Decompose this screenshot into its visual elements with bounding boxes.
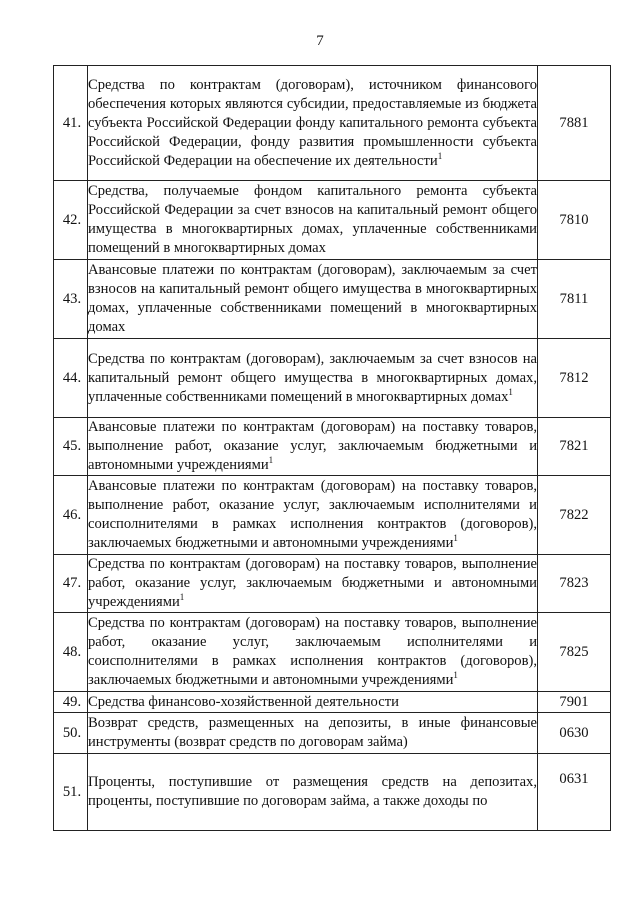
row-number: 46. [54,476,88,555]
row-description: Средства финансово-хозяйственной деятельности [88,692,538,713]
row-number: 50. [54,713,88,754]
footnote-mark: 1 [453,670,458,681]
row-code: 7881 [538,66,611,181]
row-code: 0631 [538,754,611,831]
table-row [54,181,611,260]
row-description: Возврат средств, размещенных на депозиты, в иные финансовые инструменты (возврат средств по договорам займа) [88,713,538,754]
row-description: Средства по контрактам (договорам), заключаемым за счет взносов на капитальный ремонт общего имущества в многоквартирных домах, уплаченные собственниками помещений в многоквартирных домах$^1$ [88,339,538,418]
row-description: Средства по контрактам (договорам) на поставку товаров, выполнение работ, оказание услуг, заключаемым исполнителями и соисполнителями в рамках исполнения контрактов (договоров), заключаемых бюджетными и автономными учреждениями$^1$ [88,613,538,692]
row-number: 41. [54,66,88,181]
table-row [54,66,611,181]
footnote-mark: 1 [179,592,185,603]
row-code: 7825 [538,613,611,692]
footnote-mark: 1 [508,386,513,397]
table-row [54,754,611,831]
row-number: 43. [54,260,88,339]
row-code: 0630 [538,713,611,754]
table-row [54,260,611,339]
row-number: 44. [54,339,88,418]
row-description: Средства по контрактам (договорам), источником финансового обеспечения которых являются субсидии, предоставляемые из бюджета субъекта Российской Федерации фонду капитального ремонта субъекта Российской Федерации, фонду развития промышленности субъекта Российской Федерации на обеспечение их деятельности$^1$ [88,66,538,181]
row-number: 42. [54,181,88,260]
row-code: 7822 [538,476,611,555]
row-code: 7823 [538,555,611,613]
row-description: Авансовые платежи по контрактам (договорам), заключаемым за счет взносов на капитальный ремонт общего имущества в многоквартирных домах, уплаченные собственниками помещений в многоквартирных домах [88,260,538,339]
table-row [54,418,611,476]
row-description: Проценты, поступившие от размещения средств на депозитах, проценты, поступившие по договорам займа, а также доходы по [88,754,538,831]
page-number: 7 [316,33,324,49]
row-number: 48. [54,613,88,692]
row-code: 7812 [538,339,611,418]
table-row [54,339,611,418]
row-number: 51. [54,754,88,831]
table-row [54,613,611,692]
row-code: 7821 [538,418,611,476]
table-row [54,713,611,754]
row-number: 49. [54,692,88,713]
row-code: 7811 [538,260,611,339]
footnote-mark: 1 [437,150,443,161]
footnote-mark: 1 [453,533,458,544]
row-description: Авансовые платежи по контрактам (договорам) на поставку товаров, выполнение работ, оказание услуг, заключаемым бюджетными и автономными учреждениями$^1$ [88,418,538,476]
row-description: Средства, получаемые фондом капитального ремонта субъекта Российской Федерации за счет взносов на капитальный ремонт общего имущества в многоквартирных домах, уплаченные собственниками помещений в многоквартирных домах [88,181,538,260]
row-number: 47. [54,555,88,613]
table-row [54,476,611,555]
row-number: 45. [54,418,88,476]
table-row [54,555,611,613]
codes-table [53,65,611,831]
row-description: Авансовые платежи по контрактам (договорам) на поставку товаров, выполнение работ, оказание услуг, заключаемым исполнителями и соисполнителями в рамках исполнения контрактов (договоров), заключаемых бюджетными и автономными учреждениями$^1$ [88,476,538,555]
table-row [54,692,611,713]
row-description: Средства по контрактам (договорам) на поставку товаров, выполнение работ, оказание услуг, заключаемым бюджетными и автономными учреждениями$^1$ [88,555,538,613]
row-code: 7810 [538,181,611,260]
footnote-mark: 1 [268,455,274,466]
row-code: 7901 [538,692,611,713]
